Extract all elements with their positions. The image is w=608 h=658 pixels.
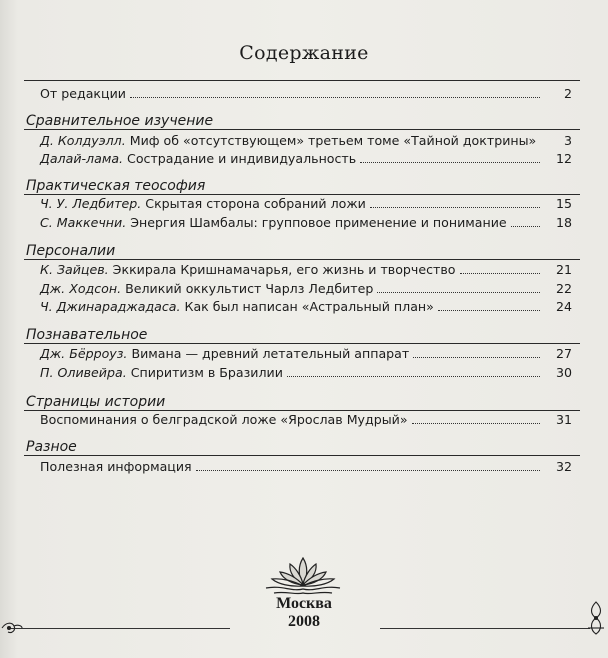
entry-title: Как был написан «Астральный план»	[180, 299, 434, 314]
entry-author: Ч. У. Ледбитер.	[40, 196, 142, 211]
section-rule	[24, 194, 580, 195]
leader-dots	[196, 469, 540, 471]
corner-ornament-icon	[586, 600, 606, 640]
toc-entry	[40, 151, 544, 167]
entry-page-number: 31	[555, 412, 572, 427]
leader-dots	[413, 356, 540, 358]
entry-author: П. Оливейра.	[40, 365, 127, 380]
entry-title: Спиритизм в Бразилии	[126, 365, 283, 380]
entry-author: С. Маккечни.	[40, 215, 127, 230]
entry-author: Далай-лама.	[40, 151, 124, 166]
toc-entry	[40, 346, 544, 362]
entry-author: Дж. Ходсон.	[40, 281, 122, 296]
leader-dots	[511, 225, 540, 227]
leader-dots	[287, 375, 540, 377]
section-heading: Практическая теософия	[26, 178, 206, 194]
entry-page-number: 30	[555, 365, 572, 380]
toc-entry	[40, 412, 544, 428]
entry-title: Энергия Шамбалы: групповое применение и понимание	[126, 215, 507, 230]
section-rule	[24, 259, 580, 260]
entry-page-number: 15	[555, 196, 572, 211]
toc-entry	[40, 196, 544, 212]
section-heading: Страницы истории	[26, 394, 166, 410]
entry-page-number: 2	[563, 86, 572, 101]
toc-entry	[40, 299, 544, 315]
section-heading: Персоналии	[26, 243, 116, 259]
entry-author: Ч. Джинараджадаса.	[40, 299, 181, 314]
leader-dots	[370, 206, 540, 208]
entry-title: От редакции	[40, 86, 126, 101]
entry-title: Воспоминания о белградской ложе «Ярослав Мудрый»	[40, 412, 408, 427]
lotus-emblem-icon	[256, 552, 350, 598]
entry-page-number: 18	[555, 215, 572, 230]
leader-dots	[412, 422, 540, 424]
leader-dots	[130, 96, 540, 98]
entry-author: К. Зайцев.	[40, 262, 109, 277]
section-heading: Сравнительное изучение	[26, 113, 214, 129]
section-rule	[24, 129, 580, 130]
section-rule	[24, 455, 580, 456]
page-title: Содержание	[239, 42, 369, 64]
toc-entry	[40, 281, 544, 297]
bottom-border-right	[380, 628, 590, 629]
section-rule	[24, 343, 580, 344]
toc-entry	[40, 86, 544, 102]
publisher-city: Москва	[276, 595, 332, 612]
entry-title: Вимана — древний летательный аппарат	[127, 346, 410, 361]
section-heading: Разное	[26, 439, 77, 455]
toc-entry	[40, 215, 544, 231]
toc-entry	[40, 262, 544, 278]
corner-ornament-icon	[0, 616, 24, 640]
section-rule	[24, 80, 580, 81]
publication-year: 2008	[288, 613, 320, 630]
entry-page-number: 21	[555, 262, 572, 277]
entry-title: Скрытая сторона собраний ложи	[141, 196, 366, 211]
leader-dots	[460, 272, 541, 274]
entry-title: Великий оккультист Чарлз Ледбитер	[121, 281, 374, 296]
toc-entry	[40, 459, 544, 475]
leader-dots	[438, 309, 540, 311]
leader-dots	[377, 291, 540, 293]
entry-title: Миф об «отсутствующем» третьем томе «Тайной доктрины»	[125, 133, 537, 148]
toc-entry	[40, 133, 544, 149]
entry-page-number: 22	[555, 281, 572, 296]
entry-title: Сострадание и индивидуальность	[123, 151, 357, 166]
leader-dots	[360, 161, 540, 163]
entry-page-number: 24	[555, 299, 572, 314]
entry-author: Д. Колдуэлл.	[40, 133, 126, 148]
section-heading: Познавательное	[26, 327, 148, 343]
toc-entry	[40, 365, 544, 381]
entry-page-number: 27	[555, 346, 572, 361]
entry-page-number: 3	[563, 133, 572, 148]
bottom-border-left	[10, 628, 230, 629]
entry-page-number: 12	[555, 151, 572, 166]
section-rule	[24, 410, 580, 411]
entry-title: Эккирала Кришнамачарья, его жизнь и творчество	[108, 262, 456, 277]
entry-author: Дж. Бёрроуз.	[40, 346, 128, 361]
entry-title: Полезная информация	[40, 459, 192, 474]
entry-page-number: 32	[555, 459, 572, 474]
